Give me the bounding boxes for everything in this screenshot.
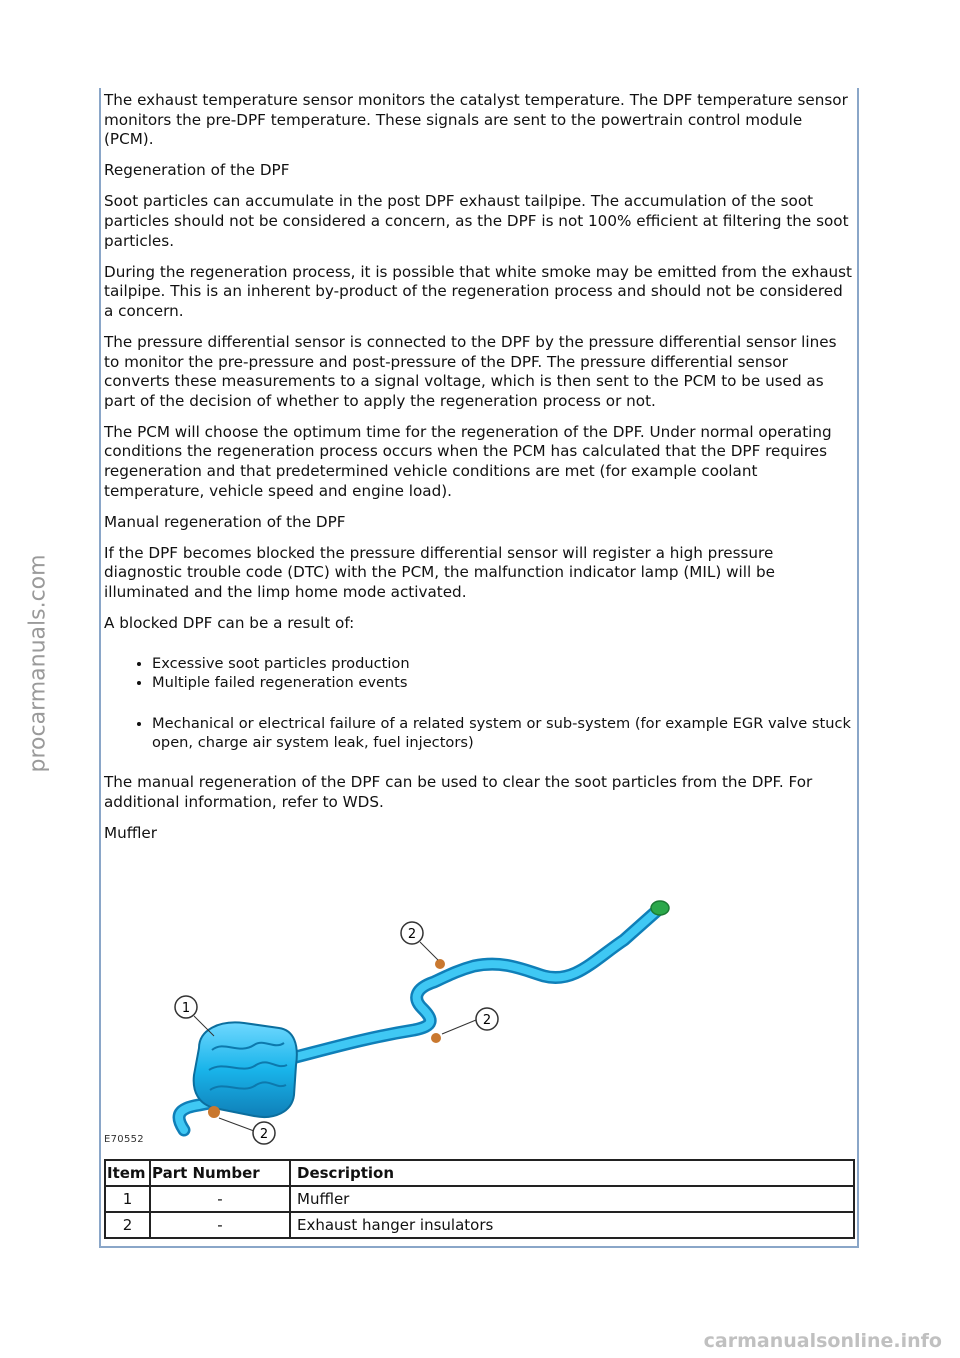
table-cell: 1 xyxy=(105,1186,150,1212)
callout-2 xyxy=(253,1122,275,1144)
table-cell: - xyxy=(150,1212,290,1238)
bullet-list xyxy=(104,714,852,753)
muffler-body xyxy=(194,1022,297,1117)
section-heading: Regeneration of the DPF xyxy=(104,161,290,180)
section-heading: Manual regeneration of the DPF xyxy=(104,512,346,531)
paragraph: The pressure differential sensor is connected to the DPF by the pressure differential sensor lines to monitor the pre-pressure and post-pressure of the DPF. The pressure differential sensor converts these measurements to a signal voltage, which is then sent to the PCM to be used as part of the decision of whether to apply the regeneration process or not. xyxy=(104,332,837,410)
column-header: Item xyxy=(105,1160,150,1186)
callout-1 xyxy=(175,996,197,1018)
table-row xyxy=(105,1212,854,1238)
paragraph: The exhaust temperature sensor monitors the catalyst temperature. The DPF temperature sensor monitors the pre-DPF temperature. These signals are sent to the powertrain control module (PCM). xyxy=(104,91,848,149)
watermark-text: procarmanuals.com xyxy=(25,554,51,773)
parts-table xyxy=(104,1159,855,1239)
column-header: Part Number xyxy=(150,1160,290,1186)
table-cell: - xyxy=(150,1186,290,1212)
muffler-diagram xyxy=(104,880,854,1150)
list-item: • Multiple failed regeneration events xyxy=(152,673,852,693)
column-header: Description xyxy=(290,1160,854,1186)
table-cell: 2 xyxy=(105,1212,150,1238)
table-cell: Exhaust hanger insulators xyxy=(290,1212,854,1238)
paragraph: The manual regeneration of the DPF can be used to clear the soot particles from the DPF. For additional information, refer to WDS. xyxy=(104,773,813,811)
callout-2 xyxy=(476,1008,498,1030)
paragraph: If the DPF becomes blocked the pressure differential sensor will register a high pressure diagnostic trouble code (DTC) with the PCM, the malfunction indicator lamp (MIL) will be illuminated and the limp home mode activated. xyxy=(104,543,775,601)
document-body xyxy=(104,91,852,855)
svg-text:1: 1 xyxy=(181,1001,191,1016)
bottom-watermark: carmanualsonline.info xyxy=(703,1330,942,1352)
side-watermark xyxy=(18,554,51,790)
paragraph: A blocked DPF can be a result of: xyxy=(104,614,355,633)
table-row xyxy=(105,1186,854,1212)
list-item: • Excessive soot particles production xyxy=(152,654,852,674)
hanger-insulator xyxy=(208,1106,220,1118)
table-cell: Muffler xyxy=(290,1186,854,1212)
hanger-insulator xyxy=(431,1033,441,1043)
svg-text:2: 2 xyxy=(407,927,417,942)
paragraph: During the regeneration process, it is possible that white smoke may be emitted from the exhaust tailpipe. This is an inherent by-product of the regeneration process and should not be considered a concern. xyxy=(104,262,853,320)
section-heading: Muffler xyxy=(104,823,158,842)
paragraph: The PCM will choose the optimum time for the regeneration of the DPF. Under normal operating conditions the regeneration process occurs when the PCM has calculated that the DPF requires regeneration and that predetermined vehicle conditions are met (for example coolant temperature, vehicle speed and engine load). xyxy=(104,422,832,500)
pipe-end-flange xyxy=(651,901,669,915)
paragraph: Soot particles can accumulate in the post DPF exhaust tailpipe. The accumulation of the soot particles should not be considered a concern, as the DPF is not 100% efficient at filtering the soot particles. xyxy=(104,192,849,250)
figure-id: E70552 xyxy=(104,1134,144,1145)
svg-text:2: 2 xyxy=(259,1127,269,1142)
table-header-row xyxy=(105,1160,854,1186)
hanger-insulator xyxy=(435,959,445,969)
list-item: • Mechanical or electrical failure of a related system or sub-system (for example EGR valve stuck open, charge air system leak, fuel injectors) xyxy=(152,714,852,753)
svg-text:2: 2 xyxy=(482,1013,492,1028)
callout-2 xyxy=(401,922,423,944)
bullet-list xyxy=(104,654,852,693)
